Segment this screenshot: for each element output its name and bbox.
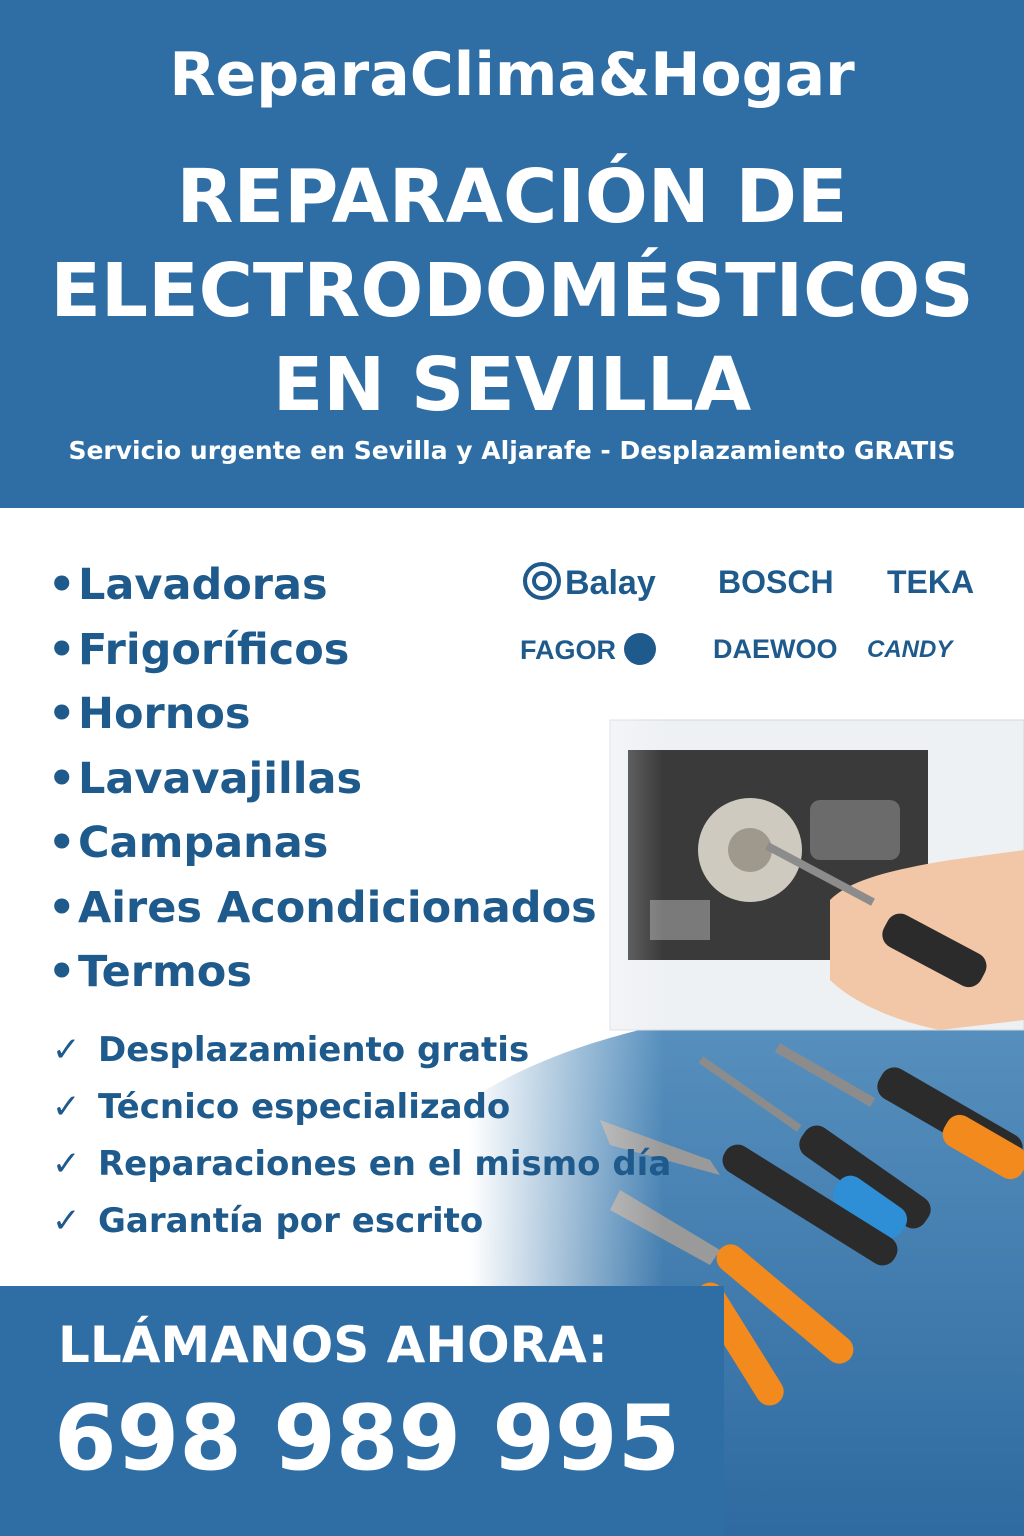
list-item: ✓ Garantía por escrito [52,1197,671,1254]
bullet-dot: • [48,882,76,933]
logo-balay: Balay [523,562,656,603]
call-to-action [0,1286,724,1536]
headline-line-2: ELECTRODOMÉSTICOS [50,248,974,334]
services-list [48,556,597,1008]
list-item: •Termos [48,943,597,1008]
bullet-dot: • [48,560,76,610]
bullet-dot: • [48,818,76,868]
brand-name: ReparaClima&Hogar [169,40,855,110]
logo-teka: TEKA [887,564,975,600]
list-item: ✓ Desplazamiento gratis [52,1026,671,1083]
list-item: ✓ Técnico especializado [52,1083,671,1140]
features-list [52,1026,671,1254]
bullet-dot: • [48,947,76,997]
list-item: •Hornos [48,685,597,750]
bullet-dot: • [48,624,76,675]
logo-daewoo: DAEWOO [713,634,838,664]
logo-fagor: FAGOR [520,633,656,666]
headline-line-1: REPARACIÓN DE [176,154,848,240]
logo-bosch: BOSCH [718,564,834,600]
check-icon: ✓ [52,1030,81,1070]
check-icon: ✓ [52,1087,81,1127]
bullet-dot: • [48,753,76,804]
list-item: •Campanas [48,814,597,879]
list-item: •Lavavajillas [48,750,597,815]
fagor-logo-icon [624,633,656,665]
cta-label: LLÁMANOS AHORA: [58,1316,608,1374]
list-item: ✓ Reparaciones en el mismo día [52,1140,671,1197]
list-item: •Aires Acondicionados [48,879,597,944]
list-item: •Frigoríficos [48,621,597,686]
headline-line-3: EN SEVILLA [272,342,752,428]
list-item: •Lavadoras [48,556,597,621]
bullet-dot: • [48,689,76,739]
logo-candy: CANDY [867,636,953,663]
check-icon: ✓ [52,1201,81,1241]
header-banner [0,0,1024,508]
phone-number[interactable]: 698 989 995 [54,1386,681,1491]
subline: Servicio urgente en Sevilla y Aljarafe - Desplazamiento GRATIS [68,436,956,465]
headline [0,150,1024,432]
check-icon: ✓ [52,1144,81,1184]
